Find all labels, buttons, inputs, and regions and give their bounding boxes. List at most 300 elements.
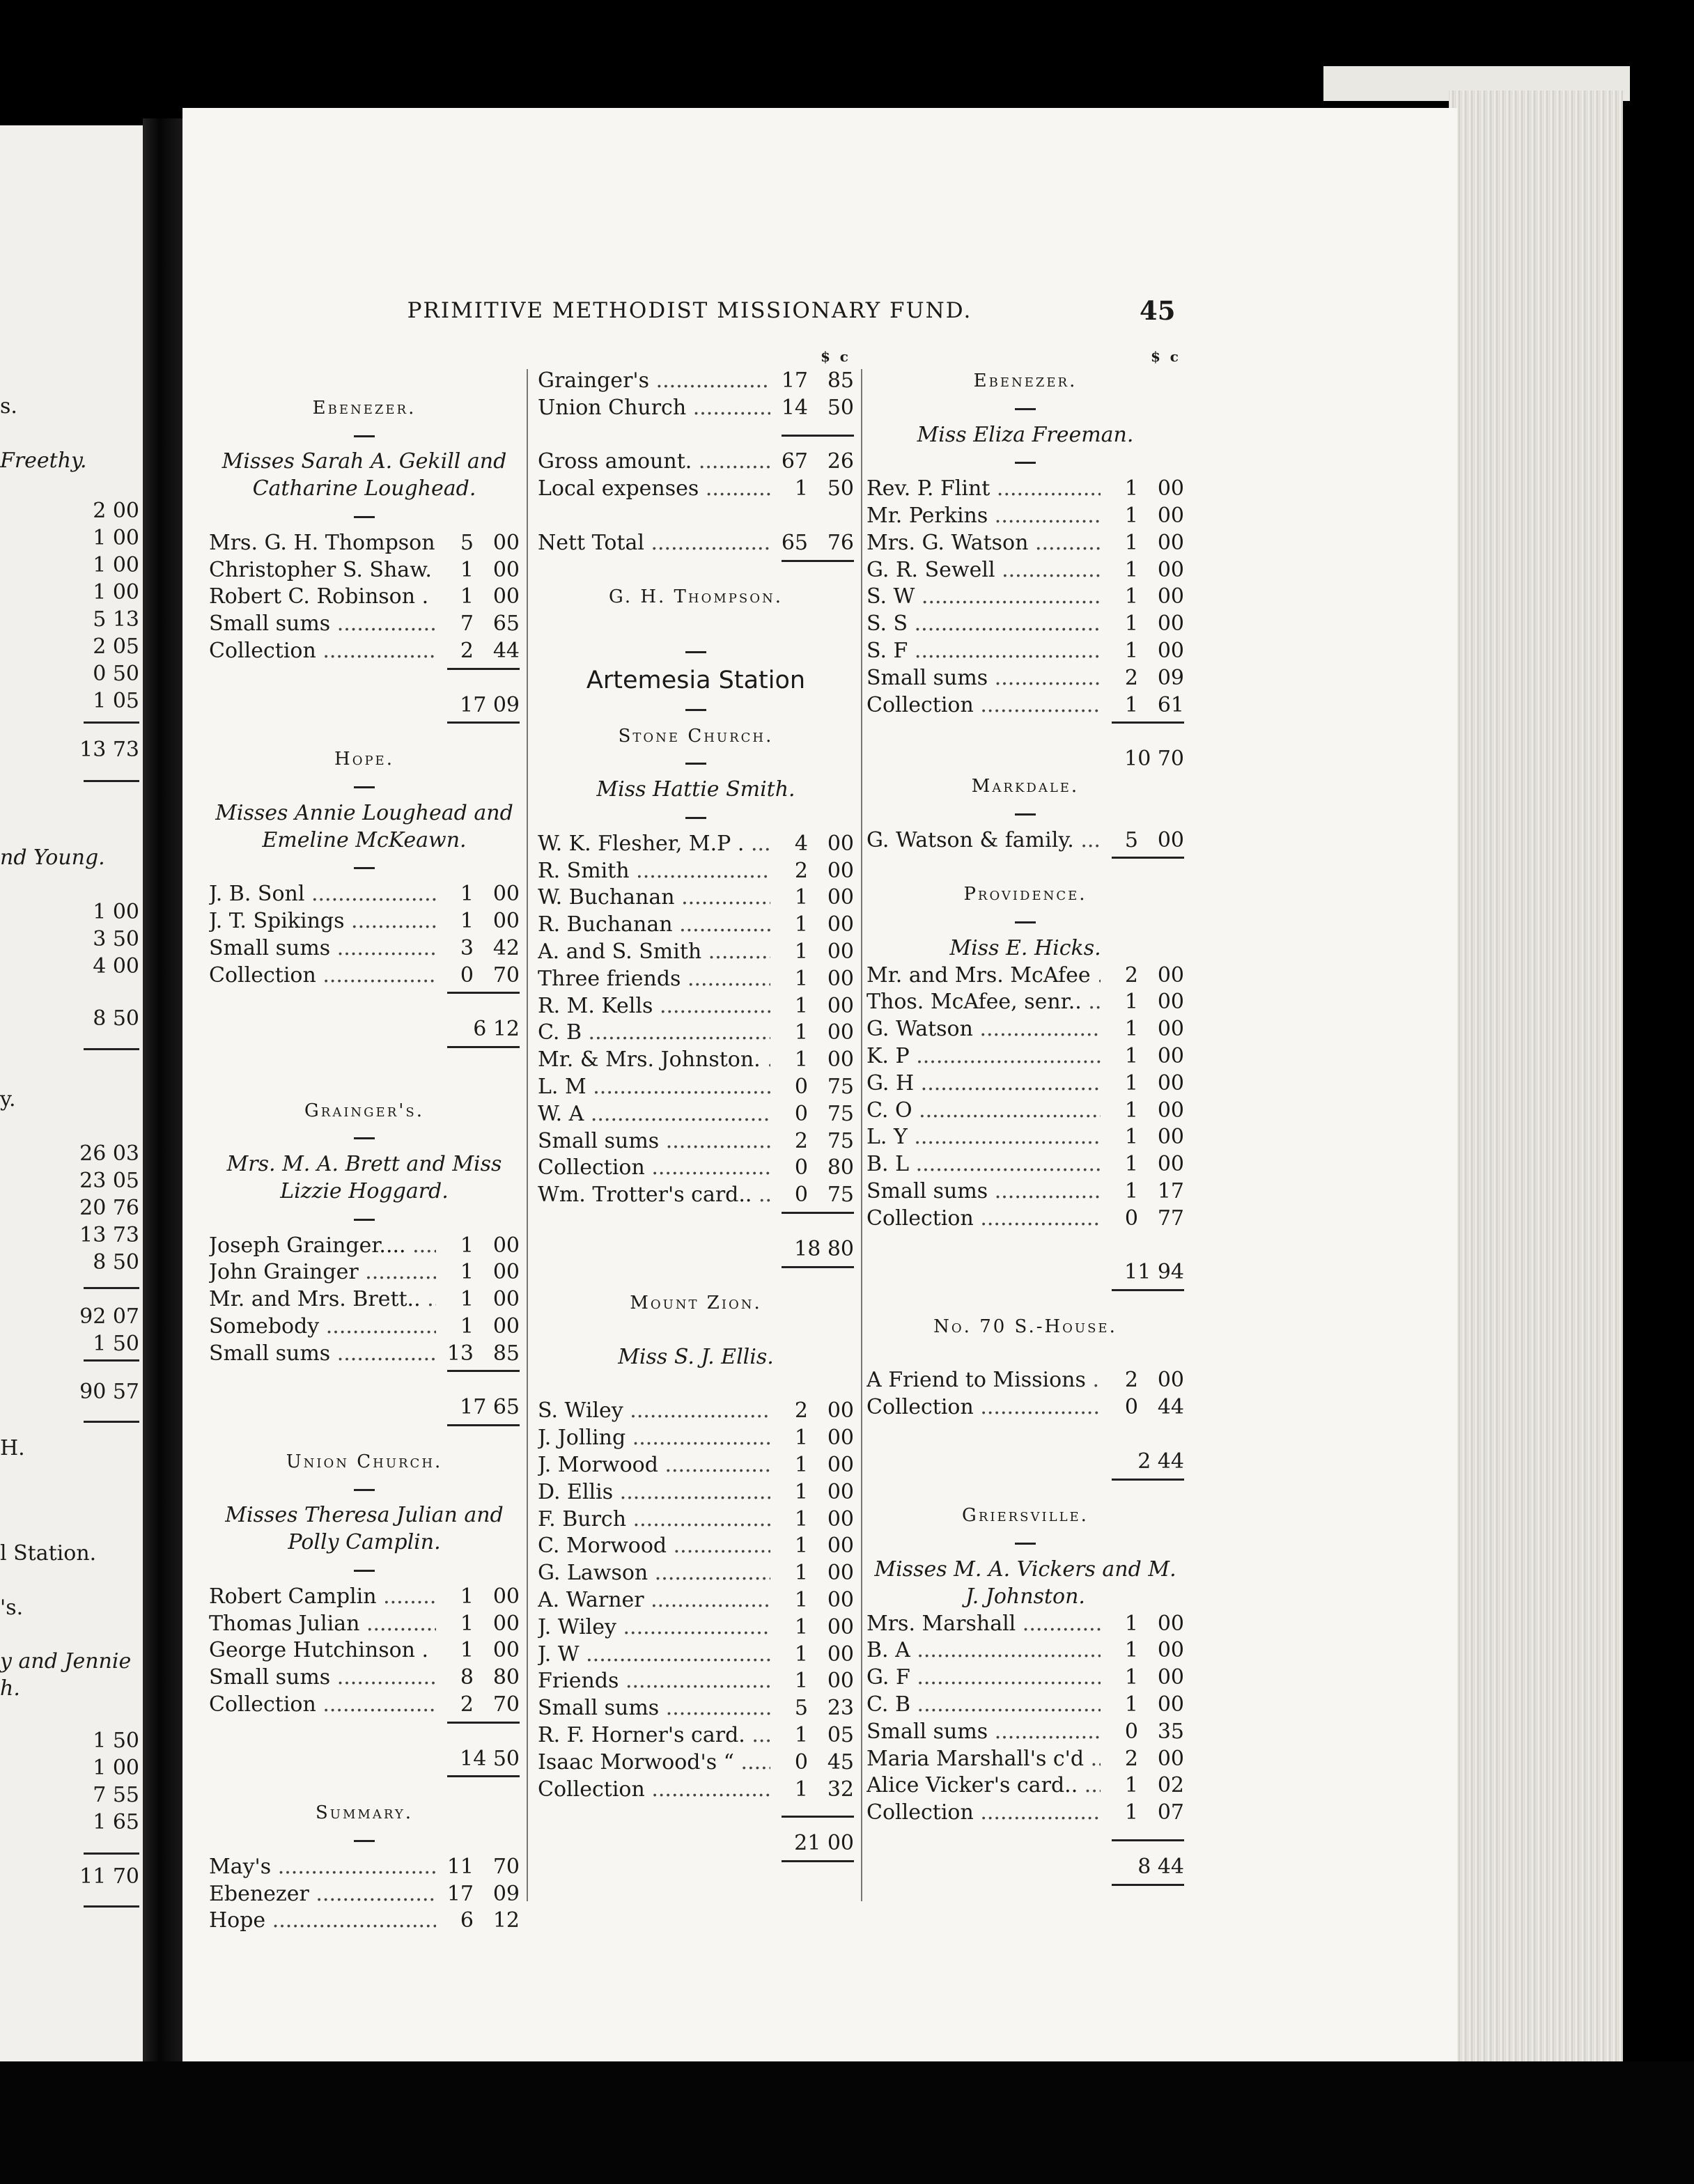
entry-row (538, 858, 854, 885)
entry-row (867, 530, 1184, 557)
fragment-amount: 13 73 (79, 738, 139, 762)
entry-dollars: 1 (1124, 1773, 1138, 1798)
entry-row (867, 1070, 1184, 1098)
entry-cents: 85 (827, 368, 854, 393)
column-2 (538, 348, 854, 1885)
entry-cents: 00 (1157, 1746, 1184, 1771)
entry-name: Robert Camplin ..... (209, 1584, 436, 1611)
collector-names: Miss Eliza Freeman. (917, 422, 1134, 447)
entry-dollars: 5 (1124, 827, 1138, 852)
collector-names: Misses Annie Loughead and (215, 800, 513, 825)
dash-separator (209, 1557, 520, 1584)
fragment-rule (84, 722, 139, 724)
total-rule (867, 1881, 1184, 1908)
entry-dollars: 1 (1124, 638, 1138, 663)
entry-row (538, 1398, 854, 1425)
entry-cents: 00 (827, 1534, 854, 1559)
entry-name: Small sums ..... (209, 1664, 436, 1692)
entry-row (867, 1178, 1184, 1206)
entry-dollars: 1 (1124, 611, 1138, 637)
entry-name: Nett Total ..... (538, 530, 770, 557)
entry-name: J. B. Sonl ..... (209, 881, 436, 908)
entry-name: Small sums ..... (538, 1695, 770, 1722)
entry-cents: 50 (827, 476, 854, 501)
section-heading: Hope. (334, 749, 394, 770)
entry-row (538, 1425, 854, 1452)
entry-cents: 00 (827, 1669, 854, 1694)
entry-row (209, 908, 520, 935)
entry-dollars: 14 (781, 395, 808, 420)
total-rule (538, 1209, 854, 1236)
entry-name: W. A ..... (538, 1101, 770, 1128)
fragment-text: H. (0, 1436, 25, 1460)
dash-separator (209, 1476, 520, 1503)
fragment-text: h. (0, 1676, 20, 1701)
entry-cents: 00 (827, 1426, 854, 1451)
entry-dollars: 1 (794, 1723, 808, 1748)
entry-row (538, 1479, 854, 1506)
entry-row (867, 827, 1184, 855)
entry-dollars: 1 (794, 1453, 808, 1478)
entry-cents: 75 (827, 1128, 854, 1153)
section-total (867, 746, 1184, 773)
spacer (867, 1341, 1184, 1368)
entry-name: Mrs. G. H. Thompson ..... (209, 530, 436, 557)
total-amount: 10 70 (1124, 747, 1184, 772)
fragment-amount: 1 65 (93, 1810, 139, 1834)
entry-cents: 00 (827, 993, 854, 1018)
entry-row (209, 1341, 520, 1368)
dash-separator (209, 1124, 520, 1151)
entry-dollars: 1 (794, 1020, 808, 1045)
entry-cents: 00 (827, 1588, 854, 1613)
entry-dollars: 1 (1124, 1665, 1138, 1690)
fragment-amount: 5 13 (93, 607, 139, 632)
entry-name: S. Wiley ..... (538, 1398, 770, 1425)
entry-dollars: 0 (794, 1183, 808, 1208)
entry-name: Collection ..... (538, 1777, 770, 1804)
entry-dollars: 1 (794, 885, 808, 910)
entry-dollars: 0 (794, 1749, 808, 1774)
fragment-text: Freethy. (0, 448, 87, 473)
entry-dollars: 3 (460, 935, 474, 960)
section-heading: Providence. (963, 884, 1087, 905)
spacer (538, 1371, 854, 1398)
fragment-amount: 90 57 (79, 1380, 139, 1404)
dash-separator (538, 749, 854, 777)
entry-cents: 00 (1157, 962, 1184, 988)
entry-dollars: 1 (460, 1260, 474, 1285)
facing-page-fragment (0, 125, 146, 2068)
spacer (209, 1070, 520, 1098)
entry-cents: 00 (492, 882, 520, 907)
entry-dollars: 1 (460, 1287, 474, 1312)
entry-dollars: 1 (794, 1534, 808, 1559)
entry-row (538, 530, 854, 557)
entry-row (867, 1692, 1184, 1719)
entry-dollars: 0 (1124, 1719, 1138, 1744)
entry-cents: 70 (492, 962, 520, 988)
entry-cents: 00 (827, 1641, 854, 1667)
entry-cents: 00 (492, 1638, 520, 1663)
entry-name: Three friends ..... (538, 966, 770, 993)
column-1 (209, 368, 520, 1935)
fragment-text: s. (0, 394, 17, 419)
fragment-amount: 23 05 (79, 1169, 139, 1193)
entry-cents: 45 (827, 1749, 854, 1774)
total-amount: 2 44 (1137, 1449, 1184, 1474)
entry-dollars: 1 (1124, 530, 1138, 555)
entry-dollars: 1 (794, 1641, 808, 1667)
entry-cents: 02 (1157, 1773, 1184, 1798)
entry-dollars: 1 (1124, 692, 1138, 717)
entry-row (538, 1560, 854, 1587)
entry-row (538, 1533, 854, 1560)
entry-name: Friends ..... (538, 1668, 770, 1695)
entry-row (209, 1286, 520, 1313)
entry-cents: 75 (827, 1101, 854, 1126)
entry-name: S. W ..... (867, 584, 1101, 611)
dash-separator (867, 1529, 1184, 1557)
total-rule (209, 665, 520, 692)
total-rule (867, 854, 1184, 881)
entry-row (867, 503, 1184, 530)
entry-cents: 00 (1157, 1638, 1184, 1663)
fragment-amount: 1 50 (93, 1332, 139, 1356)
fragment-rule (84, 1287, 139, 1289)
entry-row (867, 1367, 1184, 1394)
entry-row (538, 1047, 854, 1074)
entry-name: W. K. Flesher, M.P . ..... (538, 831, 770, 858)
entry-cents: 00 (1157, 1665, 1184, 1690)
entry-dollars: 1 (460, 584, 474, 609)
entry-dollars: 1 (1124, 990, 1138, 1015)
entry-row (538, 884, 854, 912)
entry-dollars: 1 (1124, 1070, 1138, 1095)
dash-separator (867, 800, 1184, 827)
entry-cents: 00 (1157, 1043, 1184, 1068)
entry-name: Local expenses ..... (538, 476, 770, 503)
entry-name: G. Lawson ..... (538, 1560, 770, 1587)
entry-row (867, 962, 1184, 990)
entry-row (867, 557, 1184, 584)
fragment-amount: 1 00 (93, 580, 139, 604)
entry-dollars: 1 (794, 1506, 808, 1531)
entry-row (209, 1611, 520, 1638)
entry-cents: 00 (827, 1614, 854, 1639)
fragment-text: y. (0, 1087, 16, 1112)
collector-names: Catharine Loughead. (252, 476, 476, 501)
entry-dollars: 0 (460, 962, 474, 988)
entry-name: Collection ..... (209, 1692, 436, 1719)
fragment-rule (84, 1905, 139, 1908)
spacer (538, 1317, 854, 1344)
entry-name: Mrs. Marshall ..... (867, 1611, 1101, 1638)
total-rule (209, 1043, 520, 1070)
entry-name: G. Watson ..... (867, 1016, 1101, 1043)
dash-separator (538, 696, 854, 723)
fragment-amount: 26 03 (79, 1141, 139, 1166)
collector-names: Misses Sarah A. Gekill and (222, 449, 507, 474)
entry-row (209, 557, 520, 584)
entry-name: Small sums ..... (867, 1719, 1101, 1746)
section-heading: Ebenezer. (312, 397, 417, 419)
section-total (209, 1016, 520, 1043)
entry-name: John Grainger ..... (209, 1259, 436, 1286)
amount-column-head: $ c (1150, 348, 1179, 365)
entry-name: C. Morwood ..... (538, 1533, 770, 1560)
entry-name: Maria Marshall's c'd ..... (867, 1746, 1101, 1773)
entry-name: Thomas Julian ..... (209, 1611, 436, 1638)
entry-dollars: 2 (1124, 1368, 1138, 1393)
entry-name: Collection ..... (209, 962, 436, 990)
entry-row (538, 1020, 854, 1047)
dash-separator (209, 1827, 520, 1854)
fragment-text: l Station. (0, 1541, 97, 1566)
entry-dollars: 1 (1124, 557, 1138, 582)
entry-name: Mr. and Mrs. Brett.. ..... (209, 1286, 436, 1313)
section-heading: Ebenezer. (973, 370, 1078, 391)
entry-dollars: 0 (794, 1101, 808, 1126)
entry-dollars: 2 (460, 1692, 474, 1717)
entry-name: Collection ..... (867, 1800, 1101, 1827)
entry-dollars: 1 (794, 912, 808, 937)
entry-cents: 42 (492, 935, 520, 960)
entry-row (867, 1746, 1184, 1773)
fragment-rule (84, 1421, 139, 1423)
entry-name: D. Ellis ..... (538, 1479, 770, 1506)
total-amount: 18 80 (794, 1236, 854, 1261)
entry-dollars: 1 (1124, 1800, 1138, 1825)
column-divider (861, 369, 862, 1901)
entry-dollars: 0 (1124, 1206, 1138, 1231)
entry-name: C. B ..... (867, 1692, 1101, 1719)
section-total (867, 1449, 1184, 1476)
station-title: Artemesia Station (586, 666, 806, 694)
fragment-amount: 11 70 (79, 1864, 139, 1889)
collector-names: Mrs. M. A. Brett and Miss (226, 1152, 502, 1177)
dash-separator (538, 804, 854, 831)
entry-name: Wm. Trotter's card.. ..... (538, 1182, 770, 1209)
entry-cents: 00 (492, 1287, 520, 1312)
entry-row (867, 1043, 1184, 1070)
entry-name: R. M. Kells ..... (538, 993, 770, 1020)
entry-row (209, 881, 520, 908)
entry-dollars: 1 (794, 1561, 808, 1586)
fragment-amount: 1 05 (93, 689, 139, 713)
fragment-amount: 8 50 (93, 1006, 139, 1031)
entry-dollars: 5 (460, 530, 474, 555)
entry-row (538, 966, 854, 993)
total-rule (209, 1719, 520, 1746)
entry-cents: 80 (492, 1665, 520, 1690)
entry-cents: 77 (1157, 1206, 1184, 1231)
entry-row (209, 935, 520, 962)
entry-dollars: 1 (460, 1638, 474, 1663)
entry-row (538, 1641, 854, 1669)
entry-row (209, 1313, 520, 1341)
entry-row (209, 1637, 520, 1664)
entry-dollars: 1 (460, 908, 474, 933)
entry-name: Small sums ..... (538, 1128, 770, 1155)
entry-dollars: 5 (794, 1696, 808, 1721)
entry-name: J. T. Spikings ..... (209, 908, 436, 935)
entry-name: Collection ..... (867, 1206, 1101, 1233)
fragment-amount: 0 50 (93, 662, 139, 686)
entry-cents: 00 (1157, 1368, 1184, 1393)
entry-name: Thos. McAfee, senr.. ..... (867, 989, 1101, 1016)
entry-row (867, 1664, 1184, 1692)
entry-dollars: 1 (1124, 1017, 1138, 1042)
entry-row (538, 993, 854, 1020)
collector-names: Miss E. Hicks. (949, 935, 1101, 960)
entry-cents: 00 (827, 912, 854, 937)
entry-name: J. W ..... (538, 1641, 770, 1669)
entry-name: Union Church ..... (538, 395, 770, 422)
entry-cents: 00 (827, 1047, 854, 1072)
entry-row (867, 1637, 1184, 1664)
entry-cents: 70 (492, 1854, 520, 1879)
fragment-amount: 7 55 (93, 1783, 139, 1807)
fragment-text: nd Young. (0, 845, 105, 870)
entry-dollars: 1 (794, 476, 808, 501)
entry-dollars: 1 (794, 1588, 808, 1613)
entry-dollars: 1 (460, 1313, 474, 1339)
entry-dollars: 1 (794, 993, 808, 1018)
fragment-amount: 2 00 (93, 499, 139, 523)
fragment-amount: 1 00 (93, 1756, 139, 1780)
entry-cents: 65 (492, 611, 520, 637)
fragment-rule (84, 1359, 139, 1362)
section-total (209, 1746, 520, 1773)
section-total (538, 1830, 854, 1857)
section-total (867, 1854, 1184, 1881)
entry-row (867, 1098, 1184, 1125)
entry-dollars: 1 (1124, 1178, 1138, 1203)
entry-cents: 12 (492, 1908, 520, 1933)
section-total (209, 1394, 520, 1421)
entry-row (209, 1908, 520, 1935)
entry-name: Gross amount. ..... (538, 448, 770, 476)
entry-dollars: 1 (460, 557, 474, 582)
entry-cents: 61 (1157, 692, 1184, 717)
section-heading: Griersville. (962, 1505, 1089, 1527)
total-amount: 14 50 (460, 1746, 520, 1771)
entry-row (867, 692, 1184, 719)
entry-row (867, 989, 1184, 1016)
entry-cents: 00 (1157, 1125, 1184, 1150)
entry-row (867, 584, 1184, 611)
entry-cents: 00 (1157, 503, 1184, 528)
entry-row (538, 1155, 854, 1182)
entry-row (538, 1182, 854, 1209)
entry-row (538, 1074, 854, 1101)
section-heading: Grainger's. (304, 1100, 424, 1121)
section-heading: No. 70 S.-House. (933, 1316, 1117, 1337)
entry-cents: 76 (827, 530, 854, 555)
entry-row (538, 1128, 854, 1155)
fragment-amount: 4 00 (93, 954, 139, 978)
entry-dollars: 1 (1124, 1098, 1138, 1123)
entry-dollars: 1 (460, 1584, 474, 1609)
entry-cents: 00 (1157, 557, 1184, 582)
entry-cents: 32 (827, 1777, 854, 1802)
entry-dollars: 1 (794, 1047, 808, 1072)
entry-dollars: 8 (460, 1665, 474, 1690)
entry-name: L. M ..... (538, 1074, 770, 1101)
entry-cents: 00 (492, 1260, 520, 1285)
entry-cents: 44 (1157, 1395, 1184, 1420)
entry-row (538, 939, 854, 966)
entry-name: J. Jolling ..... (538, 1425, 770, 1452)
entry-row (209, 1233, 520, 1260)
entry-dollars: 1 (1124, 1043, 1138, 1068)
entry-cents: 00 (1157, 611, 1184, 637)
entry-cents: 50 (827, 395, 854, 420)
entry-name: Collection ..... (209, 638, 436, 665)
entry-name: Grainger's ..... (538, 368, 770, 395)
entry-cents: 05 (827, 1723, 854, 1748)
entry-name: Small sums ..... (867, 1178, 1101, 1206)
page-stack-edge (1449, 91, 1623, 2082)
entry-cents: 00 (827, 939, 854, 964)
total-rule (209, 1421, 520, 1449)
entry-dollars: 2 (794, 1128, 808, 1153)
entry-dollars: 1 (1124, 1692, 1138, 1717)
fragment-amount: 8 50 (93, 1250, 139, 1274)
collector-names: Miss S. J. Ellis. (618, 1344, 774, 1369)
entry-row (209, 962, 520, 990)
entry-cents: 00 (492, 584, 520, 609)
section-heading: Mount Zion. (630, 1293, 762, 1314)
fragment-rule (84, 780, 139, 782)
collector-names: Misses M. A. Vickers and M. (874, 1557, 1176, 1582)
spacer (538, 611, 854, 638)
total-rule (867, 1476, 1184, 1503)
entry-dollars: 0 (1124, 1395, 1138, 1420)
book-gutter (143, 118, 185, 2075)
entry-row (538, 1614, 854, 1641)
entry-cents: 44 (492, 638, 520, 663)
entry-row (538, 1722, 854, 1749)
entry-dollars: 1 (460, 1611, 474, 1636)
section-heading: Summary. (316, 1802, 413, 1824)
entry-cents: 23 (827, 1696, 854, 1721)
entry-cents: 26 (827, 449, 854, 474)
entry-cents: 00 (1157, 530, 1184, 555)
entry-row (867, 638, 1184, 665)
entry-cents: 00 (827, 1506, 854, 1531)
entry-cents: 07 (1157, 1800, 1184, 1825)
entry-cents: 00 (827, 1398, 854, 1424)
entry-dollars: 0 (794, 1074, 808, 1099)
entry-row (538, 1587, 854, 1614)
entry-cents: 00 (1157, 1098, 1184, 1123)
dash-separator (867, 908, 1184, 935)
entry-name: W. Buchanan ..... (538, 884, 770, 912)
fragment-rule (84, 1048, 139, 1050)
entry-name: Collection ..... (538, 1155, 770, 1182)
entry-row (867, 1800, 1184, 1827)
entry-row (538, 831, 854, 858)
entry-row (209, 638, 520, 665)
total-rule (867, 719, 1184, 746)
column-3 (867, 348, 1184, 1908)
total-rule (209, 989, 520, 1016)
entry-row (209, 584, 520, 611)
total-rule (538, 1803, 854, 1830)
entry-cents: 80 (827, 1155, 854, 1180)
